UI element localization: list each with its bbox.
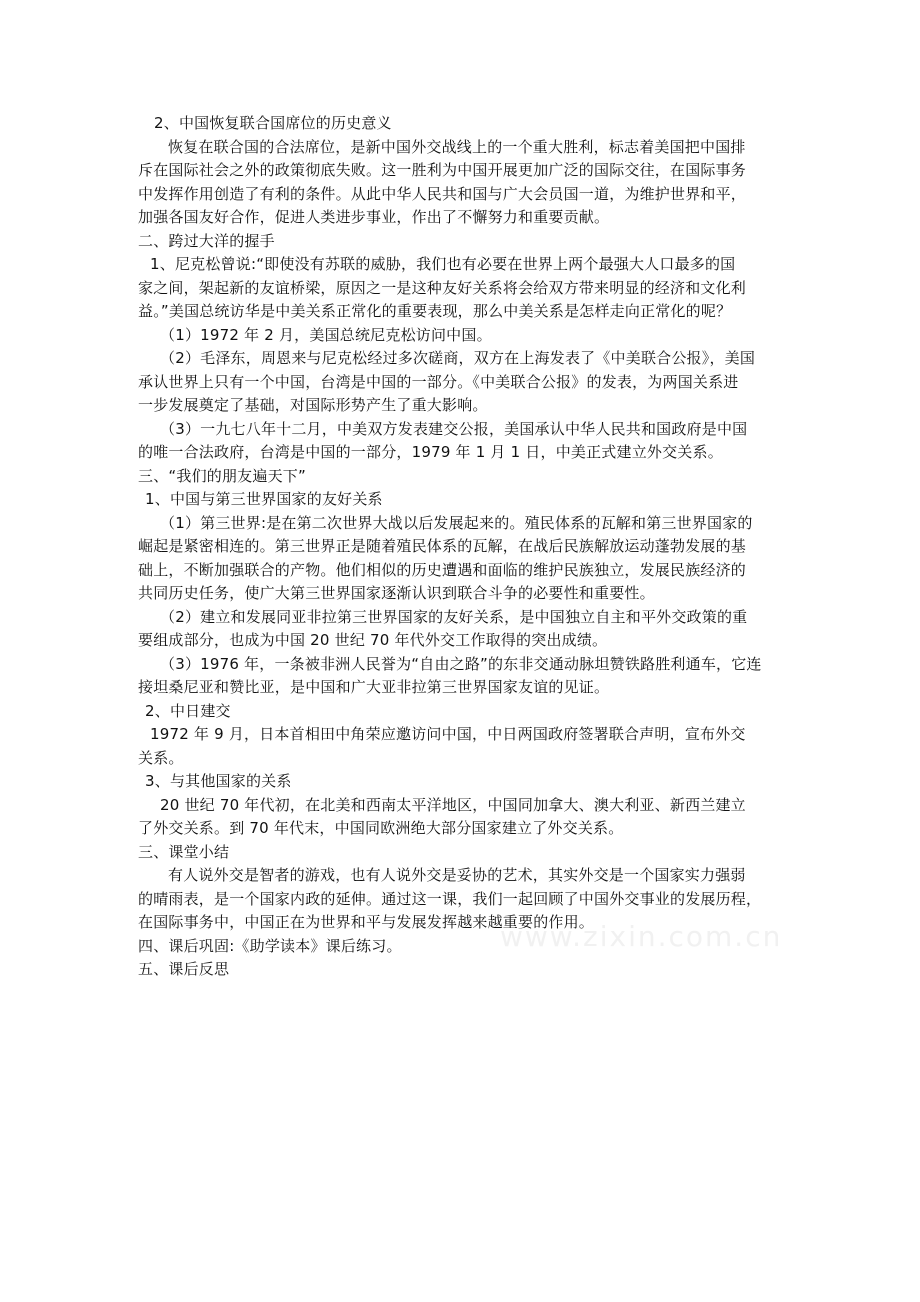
paragraph-line: 接坦桑尼亚和赞比亚，是中国和广大亚非拉第三世界国家友谊的见证。 (138, 678, 610, 696)
subsection-heading: 1、中国与第三世界国家的友好关系 (145, 490, 383, 508)
watermark-text: www.zixin.com.cn (500, 920, 783, 953)
paragraph-line: 有人说外交是智者的游戏，也有人说外交是妥协的艺术，其实外交是一个国家实力强弱 (168, 866, 746, 884)
paragraph-line: 加强各国友好合作，促进人类进步事业，作出了不懈努力和重要贡献。 (138, 208, 610, 226)
paragraph-line: 1972 年 9 月，日本首相田中角荣应邀访问中国，中日两国政府签署联合声明，宣布外交 (150, 725, 746, 743)
paragraph-line: （1）第三世界:是在第二次世界大战以后发展起来的。殖民体系的瓦解和第三世界国家的 (160, 513, 753, 532)
section-heading: 五、课后反思 (138, 960, 230, 978)
paragraph-line: 的唯一合法政府，台湾是中国的一部分，1979 年 1 月 1 日，中美正式建立外交关系。 (138, 443, 723, 461)
paragraph-line: 的晴雨表，是一个国家内政的延伸。通过这一课，我们一起回顾了中国外交事业的发展历程， (138, 889, 762, 908)
paragraph-line: 斥在国际社会之外的政策彻底失败。这一胜利为中国开展更加广泛的国际交往，在国际事务 (138, 161, 747, 179)
paragraph-line: 1、尼克松曾说:“即使没有苏联的威胁，我们也有必要在世界上两个最强大人口最多的国 (150, 255, 736, 273)
paragraph-line: 要组成部分，也成为中国 20 世纪 70 年代外交工作取得的突出成绩。 (138, 631, 608, 649)
section-heading: 二、跨过大洋的握手 (138, 231, 275, 250)
paragraph-line: 中发挥作用创造了有利的条件。从此中华人民共和国与广大会员国一道，为维护世界和平， (138, 184, 747, 203)
subsection-heading: 2、中日建交 (145, 701, 231, 720)
paragraph-line: 20 世纪 70 年代初，在北美和西南太平洋地区，中国同加拿大、澳大利亚、新西兰建立 (160, 795, 746, 814)
paragraph-line: 础上，不断加强联合的产物。他们相似的历史遭遇和面临的维护民族独立，发展民族经济的 (138, 560, 747, 579)
subsection-heading: 3、与其他国家的关系 (145, 772, 292, 790)
paragraph-line: 益。”美国总统访华是中美关系正常化的重要表现，那么中美关系是怎样走向正常化的呢？ (138, 302, 732, 320)
section-heading: 三、课堂小结 (138, 842, 230, 861)
paragraph-line: 在国际事务中，中国正在为世界和平与发展发挥越来越重要的作用。 (138, 913, 595, 931)
paragraph-line: （1）1972 年 2 月，美国总统尼克松访问中国。 (160, 325, 492, 344)
paragraph-line: 承认世界上只有一个中国，台湾是中国的一部分。《中美联合公报》的发表，为两国关系进 (138, 372, 739, 391)
paragraph-line: 了外交关系。到 70 年代末，中国同欧洲绝大部分国家建立了外交关系。 (138, 819, 624, 837)
paragraph-line: 一步发展奠定了基础，对国际形势产生了重大影响。 (138, 396, 488, 414)
paragraph-line: 共同历史任务，使广大第三世界国家逐渐认识到联合斗争的必要性和重要性。 (138, 584, 655, 602)
paragraph-line: 恢复在联合国的合法席位，是新中国外交战线上的一个重大胜利，标志着美国把中国排 (168, 137, 746, 156)
paragraph-line: （3）一九七八年十二月，中美双方发表建交公报，美国承认中华人民共和国政府是中国 (160, 419, 748, 438)
paragraph-line: （2）毛泽东，周恩来与尼克松经过多次磋商，双方在上海发表了《中美联合公报》，美国 (160, 349, 756, 367)
section-heading: 2、中国恢复联合国席位的历史意义 (154, 114, 392, 132)
paragraph-line: （2）建立和发展同亚非拉第三世界国家的友好关系，是中国独立自主和平外交政策的重 (160, 607, 748, 626)
section-heading: 三、“我们的朋友遍天下” (138, 466, 306, 485)
paragraph-line: 关系。 (138, 748, 184, 767)
document-body (138, 112, 786, 982)
paragraph-line: 家之间，架起新的友谊桥梁，原因之一是这种友好关系将会给双方带来明显的经济和文化利 (138, 278, 747, 297)
section-heading: 四、课后巩固:《助学读本》课后练习。 (138, 936, 402, 955)
paragraph-line: 崛起是紧密相连的。第三世界正是随着殖民体系的瓦解，在战后民族解放运动蓬勃发展的基 (138, 537, 747, 555)
paragraph-line: （3）1976 年，一条被非洲人民誉为“自由之路”的东非交通动脉坦赞铁路胜利通车，它连 (160, 654, 762, 673)
